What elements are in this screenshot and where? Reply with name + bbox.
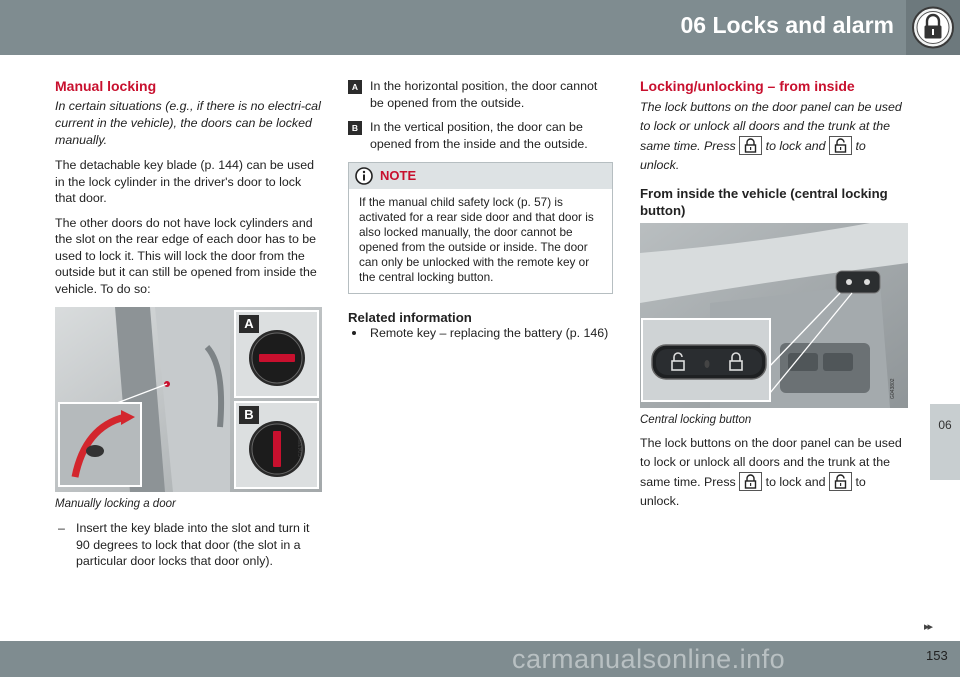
manual-locking-figure bbox=[55, 307, 322, 492]
instruction-step bbox=[55, 520, 323, 570]
figure-caption: Manually locking a door bbox=[55, 498, 176, 510]
column-manual-locking bbox=[55, 78, 323, 570]
section-intro: In certain situations (e.g., if there is no electri-cal current in the vehicle), the doors can be locked manually. bbox=[55, 99, 321, 147]
badge-b: B bbox=[348, 121, 362, 135]
figure-label-b: B bbox=[244, 407, 254, 422]
chapter-tab[interactable] bbox=[930, 404, 960, 480]
section-intro bbox=[640, 98, 908, 175]
bullet-icon bbox=[352, 331, 356, 335]
position-text: In the horizontal position, the door cannot be opened from the outside. bbox=[370, 79, 598, 110]
step-text: Insert the key blade into the slot and turn it 90 degrees to lock that door (the slot in a particular door locks that door only). bbox=[76, 521, 310, 568]
info-icon bbox=[355, 167, 373, 185]
paragraph-text: The lock buttons on the door panel can be used to lock or unlock all doors and the trunk at the same time. Press bbox=[640, 436, 902, 489]
closed-padlock-icon bbox=[739, 136, 762, 155]
column-central-locking bbox=[640, 78, 908, 511]
padlock-icon bbox=[906, 0, 960, 55]
page-number: 153 bbox=[926, 648, 948, 663]
position-text: In the vertical position, the door can be opened from the inside and the outside. bbox=[370, 120, 588, 151]
badge-a: A bbox=[348, 80, 362, 94]
figure-caption: Central locking button bbox=[640, 414, 752, 426]
paragraph-text: to lock and bbox=[765, 475, 826, 489]
note-header bbox=[349, 163, 612, 189]
closed-padlock-icon bbox=[739, 472, 762, 491]
paragraph: The detachable key blade (p. 144) can be used in the lock cylinder in the driver's door to lock that door. bbox=[55, 158, 315, 205]
note-text: If the manual child safety lock (p. 57) is activated for a rear side door and that door is also locked manually, the door cannot be opened from the outside or inside. The door can only be unlocked with the remote key or the central locking button. bbox=[359, 195, 594, 284]
paragraph-text: to unlock. bbox=[640, 475, 866, 508]
related-link[interactable] bbox=[348, 325, 613, 341]
column-positions bbox=[348, 78, 613, 341]
watermark: carmanualsonline.info bbox=[512, 644, 786, 674]
door-panel-illustration bbox=[640, 223, 908, 408]
subheading: From inside the vehicle (central locking button) bbox=[640, 186, 888, 218]
door-illustration bbox=[55, 307, 322, 492]
related-link-text[interactable]: Remote key – replacing the battery (p. 146) bbox=[370, 326, 609, 340]
central-locking-figure bbox=[640, 223, 908, 408]
note-title: NOTE bbox=[380, 168, 417, 183]
position-item bbox=[348, 78, 613, 111]
chapter-title: 06 Locks and alarm bbox=[680, 12, 894, 38]
figure-code: G043802 bbox=[890, 378, 896, 399]
related-heading: Related information bbox=[348, 310, 472, 325]
step-dash: – bbox=[58, 521, 65, 535]
figure-label-a: A bbox=[244, 316, 254, 331]
page-header bbox=[0, 0, 960, 55]
intro-text: to lock and bbox=[765, 139, 826, 153]
paragraph bbox=[640, 434, 908, 511]
open-padlock-icon bbox=[829, 472, 852, 491]
position-item bbox=[348, 119, 613, 152]
section-heading: Manual locking bbox=[55, 78, 157, 94]
paragraph: The other doors do not have lock cylinders and the slot on the rear edge of each door has to be used to lock it. This will lock the door from the outside but it can still be opened from inside the vehicle. To do so: bbox=[55, 215, 317, 296]
note-box bbox=[348, 162, 613, 294]
figure-code: G043881 bbox=[298, 436, 304, 457]
intro-text: The lock buttons on the door panel can be used to lock or unlock all doors and the trunk at the same time. Press bbox=[640, 100, 902, 153]
chapter-tab-label: 06 bbox=[938, 418, 952, 432]
intro-text: to unlock. bbox=[640, 139, 866, 172]
open-padlock-icon bbox=[829, 136, 852, 155]
page-footer bbox=[0, 641, 960, 677]
section-heading: Locking/unlocking – from inside bbox=[640, 78, 855, 94]
next-page-arrows-icon[interactable]: ▸▸ bbox=[924, 621, 932, 633]
